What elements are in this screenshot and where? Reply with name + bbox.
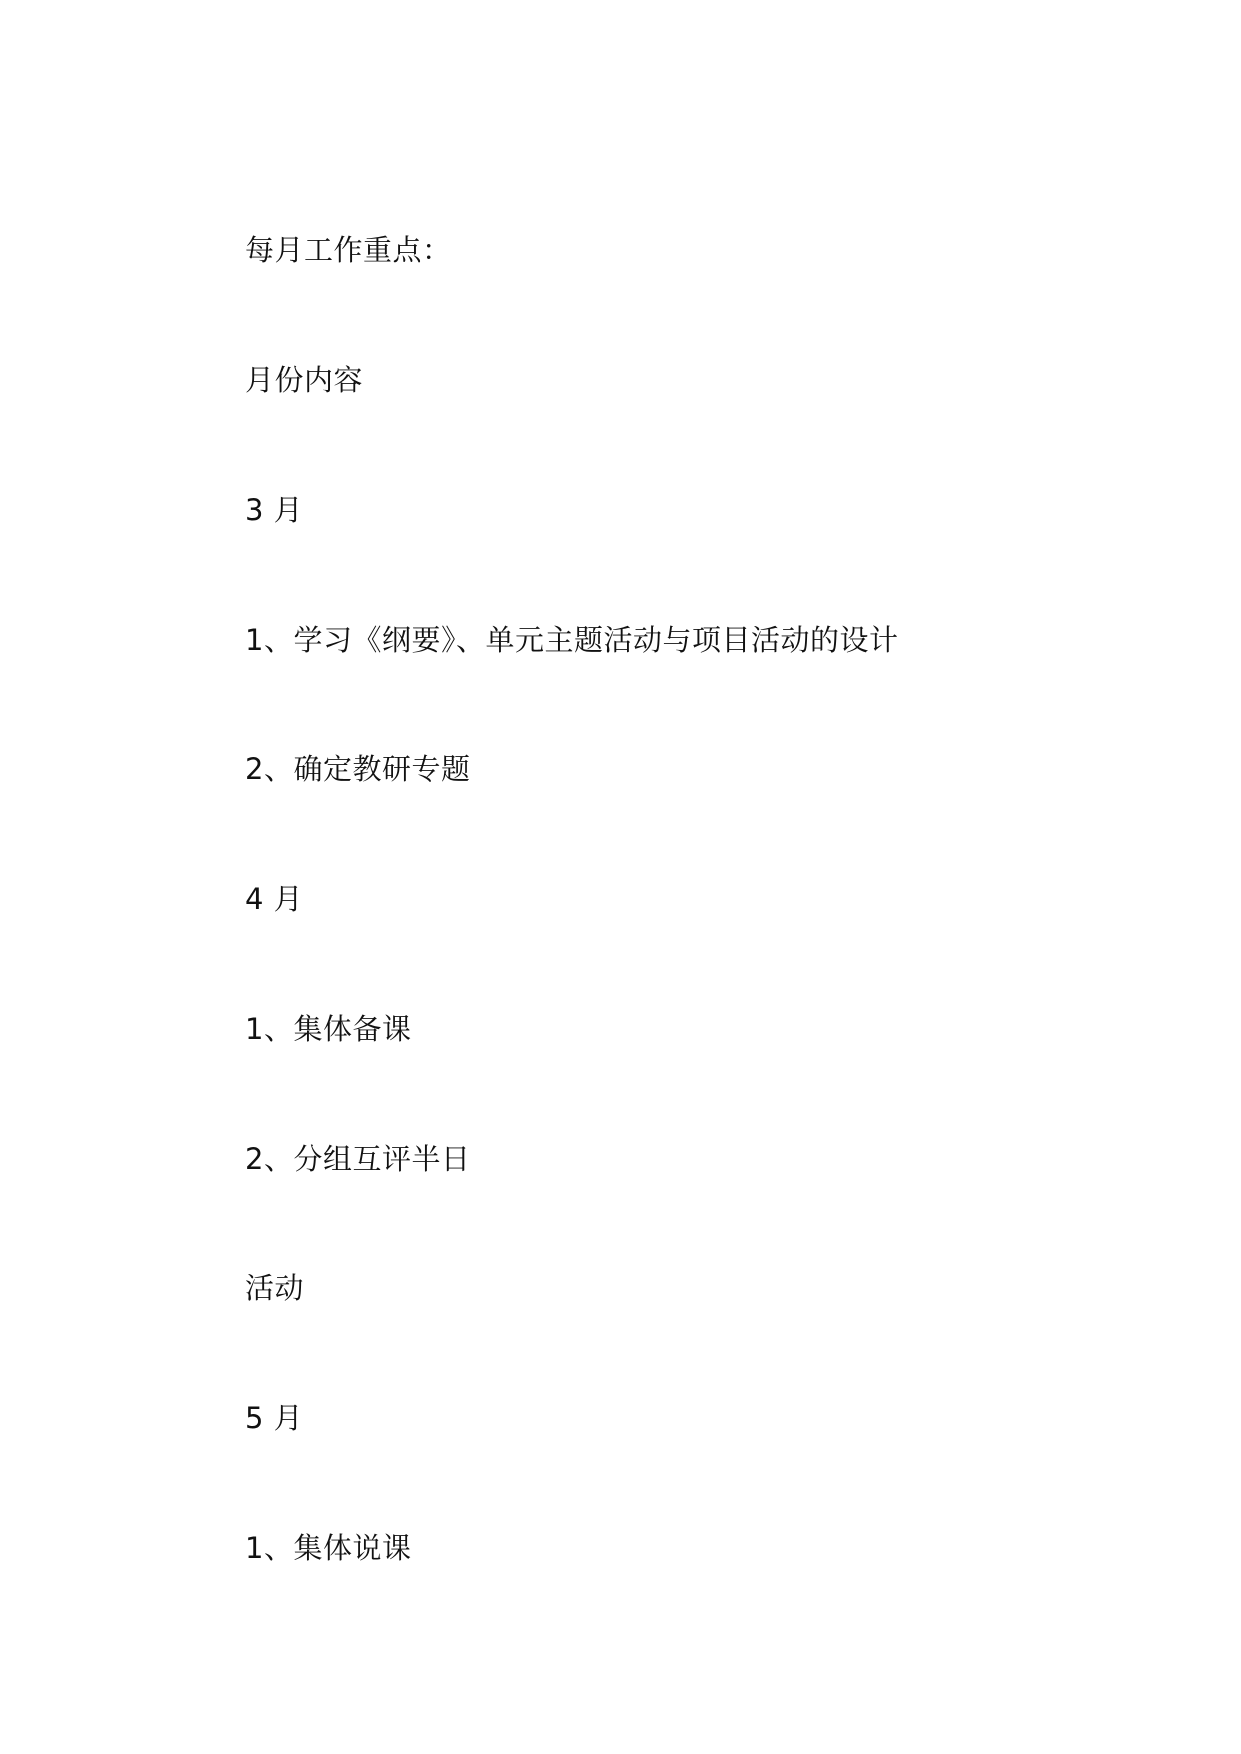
list-item: 2、分组互评半日 xyxy=(245,1142,471,1176)
list-item: 1、集体备课 xyxy=(245,1012,412,1046)
list-item: 1、集体说课 xyxy=(245,1531,412,1565)
list-item-continuation: 活动 xyxy=(245,1271,305,1305)
table-header: 月份内容 xyxy=(245,363,364,397)
month-label: 5 月 xyxy=(245,1401,304,1435)
list-item: 2、确定教研专题 xyxy=(245,752,471,786)
list-item: 1、学习《纲要》、单元主题活动与项目活动的设计 xyxy=(245,623,899,657)
month-label: 4 月 xyxy=(245,882,304,916)
section-heading: 每月工作重点： xyxy=(245,233,452,267)
month-label: 3 月 xyxy=(245,493,304,527)
